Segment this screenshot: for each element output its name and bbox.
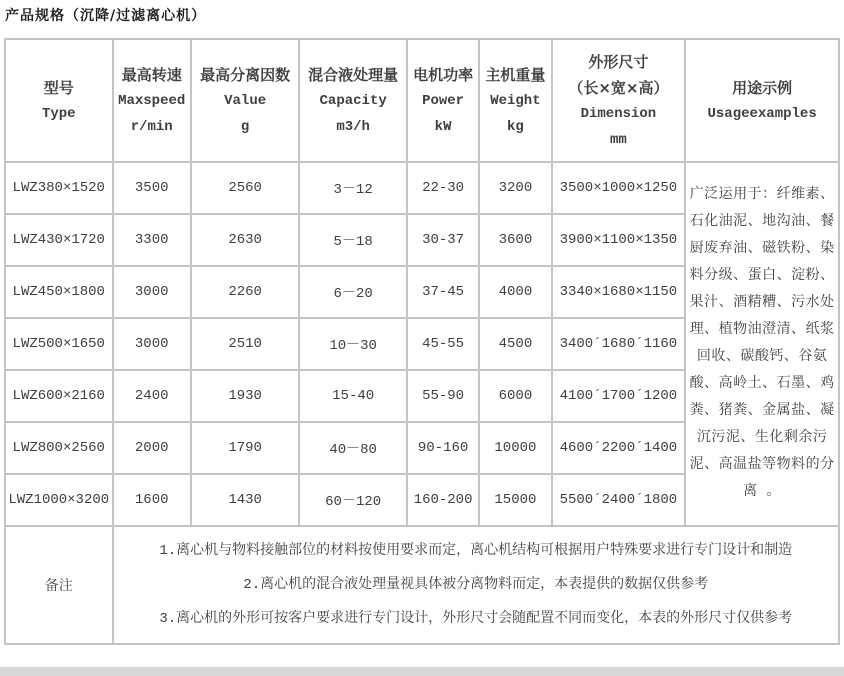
table-header-row bbox=[6, 40, 838, 161]
cell-weight: 6000 bbox=[480, 371, 550, 421]
cell-value: 2560 bbox=[192, 163, 299, 213]
cell-value: 1930 bbox=[192, 371, 299, 421]
cell-weight: 15000 bbox=[480, 475, 550, 525]
cell-dimension: 4600´2200´1400 bbox=[553, 423, 685, 473]
cell-dimension: 3500×1000×1250 bbox=[553, 163, 685, 213]
cell-dimension: 4100´1700´1200 bbox=[553, 371, 685, 421]
cell-power: 55-90 bbox=[408, 371, 478, 421]
table-row bbox=[6, 163, 838, 213]
cell-capacity: 60－120 bbox=[300, 475, 406, 525]
header-weight: 主机重量 Weight kg bbox=[480, 40, 550, 161]
cell-capacity: 5－18 bbox=[300, 215, 406, 265]
notes-cell bbox=[114, 527, 838, 643]
cell-dimension: 5500´2400´1800 bbox=[553, 475, 685, 525]
bottom-bar bbox=[0, 667, 844, 676]
page-title: 产品规格（沉降/过滤离心机） bbox=[5, 8, 207, 24]
cell-power: 30-37 bbox=[408, 215, 478, 265]
cell-dimension: 3340×1680×1150 bbox=[553, 267, 685, 317]
cell-type: LWZ600×2160 bbox=[6, 371, 112, 421]
cell-power: 37-45 bbox=[408, 267, 478, 317]
cell-dimension: 3900×1100×1350 bbox=[553, 215, 685, 265]
header-usage: 用途示例 Usageexamples bbox=[686, 40, 838, 161]
cell-maxspeed: 2000 bbox=[114, 423, 190, 473]
cell-value: 1790 bbox=[192, 423, 299, 473]
cell-capacity: 10－30 bbox=[300, 319, 406, 369]
cell-weight: 3600 bbox=[480, 215, 550, 265]
cell-type: LWZ380×1520 bbox=[6, 163, 112, 213]
notes-label: 备注 bbox=[6, 527, 112, 643]
cell-type: LWZ430×1720 bbox=[6, 215, 112, 265]
cell-power: 22-30 bbox=[408, 163, 478, 213]
header-dimension: 外形尺寸 （长×宽×高） Dimension mm bbox=[553, 40, 685, 161]
cell-type: LWZ800×2560 bbox=[6, 423, 112, 473]
cell-value: 1430 bbox=[192, 475, 299, 525]
cell-power: 90-160 bbox=[408, 423, 478, 473]
cell-value: 2510 bbox=[192, 319, 299, 369]
cell-maxspeed: 3000 bbox=[114, 267, 190, 317]
cell-dimension: 3400´1680´1160 bbox=[553, 319, 685, 369]
cell-capacity: 15-40 bbox=[300, 371, 406, 421]
cell-value: 2630 bbox=[192, 215, 299, 265]
cell-capacity: 40－80 bbox=[300, 423, 406, 473]
header-power: 电机功率 Power kW bbox=[408, 40, 478, 161]
cell-power: 45-55 bbox=[408, 319, 478, 369]
cell-weight: 4000 bbox=[480, 267, 550, 317]
cell-weight: 3200 bbox=[480, 163, 550, 213]
cell-type: LWZ500×1650 bbox=[6, 319, 112, 369]
cell-power: 160-200 bbox=[408, 475, 478, 525]
header-maxspeed: 最高转速 Maxspeed r/min bbox=[114, 40, 190, 161]
cell-capacity: 6－20 bbox=[300, 267, 406, 317]
cell-maxspeed: 1600 bbox=[114, 475, 190, 525]
header-type: 型号 Type bbox=[6, 40, 112, 161]
spec-table bbox=[4, 38, 840, 645]
header-separation-factor: 最高分离因数 Value g bbox=[192, 40, 299, 161]
note-line-1: 1.离心机与物料接触部位的材料按使用要求而定，离心机结构可根据用户特殊要求进行专门设计和制造 bbox=[159, 543, 793, 559]
cell-maxspeed: 2400 bbox=[114, 371, 190, 421]
cell-capacity: 3－12 bbox=[300, 163, 406, 213]
note-line-3: 3.离心机的外形可按客户要求进行专门设计，外形尺寸会随配置不同而变化，本表的外形尺寸仅供参考 bbox=[159, 611, 793, 627]
cell-weight: 10000 bbox=[480, 423, 550, 473]
cell-maxspeed: 3000 bbox=[114, 319, 190, 369]
cell-type: LWZ450×1800 bbox=[6, 267, 112, 317]
cell-value: 2260 bbox=[192, 267, 299, 317]
header-capacity: 混合液处理量 Capacity m3/h bbox=[300, 40, 406, 161]
cell-type: LWZ1000×3200 bbox=[6, 475, 112, 525]
cell-weight: 4500 bbox=[480, 319, 550, 369]
cell-maxspeed: 3500 bbox=[114, 163, 190, 213]
note-line-2: 2.离心机的混合液处理量视具体被分离物料而定，本表提供的数据仅供参考 bbox=[243, 577, 709, 593]
cell-maxspeed: 3300 bbox=[114, 215, 190, 265]
table-notes-row bbox=[6, 527, 838, 643]
usage-examples-cell: 广泛运用于：纤维素、石化油泥、地沟油、餐厨废弃油、磁铁粉、染料分级、蛋白、淀粉、果汁、酒精糟、污水处理、植物油澄清、纸浆回收、碳酸钙、谷氨酸、高岭土、石墨、鸡粪、猪粪、金属盐、凝沉污泥、生化剩余污泥、高温盐等物料的分离 。 bbox=[686, 163, 838, 525]
